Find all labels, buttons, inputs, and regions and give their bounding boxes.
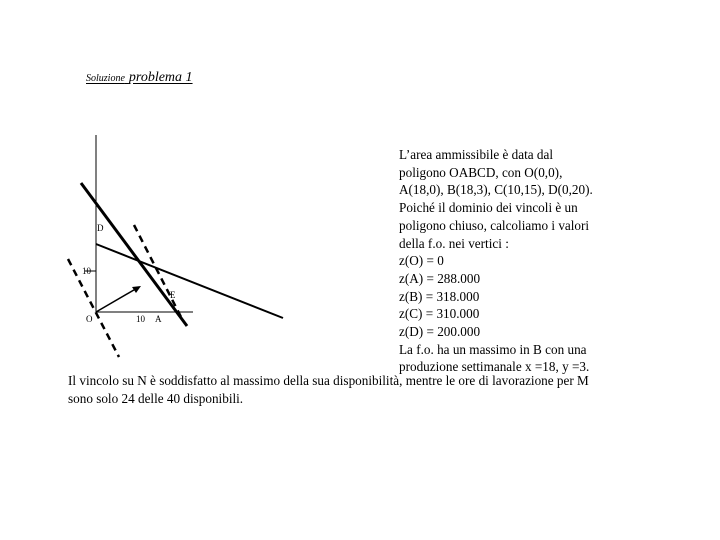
constraint-line-objective <box>96 244 283 318</box>
objective-value-line: z(B) = 318.000 <box>399 288 480 304</box>
gradient-vector <box>96 287 139 312</box>
constraint-note-line: sono solo 24 delle 40 disponibili. <box>68 390 244 406</box>
explanation-line: L’area ammissibile è data dal <box>399 147 554 162</box>
constraint-note <box>68 372 658 407</box>
conclusion-line: produzione settimanale x =18, y =3. <box>399 359 590 375</box>
dashed-line-left <box>68 259 119 357</box>
explanation-line: Poiché il dominio dei vincoli è un <box>399 200 578 216</box>
origin-label-O: O <box>86 314 93 324</box>
vertex-label-D: D <box>97 223 104 233</box>
solution-explanation <box>399 146 659 376</box>
title-problem-word: problema 1 <box>128 70 193 85</box>
constraint-line-thick <box>81 183 187 326</box>
explanation-line: A(18,0), B(18,3), C(10,15), D(0,20). <box>399 182 593 198</box>
title-solution-word: Soluzione <box>86 73 125 84</box>
explanation-line: della f.o. nei vertici : <box>399 235 509 251</box>
objective-value-line: z(O) = 0 <box>399 253 444 269</box>
objective-value-line: z(C) = 310.000 <box>399 306 480 322</box>
objective-value-line: z(D) = 200.000 <box>399 324 481 340</box>
conclusion-line: La f.o. ha un massimo in B con una <box>399 341 587 357</box>
axis-tick-label-y10: 10 <box>82 266 91 276</box>
objective-value-line: z(A) = 288.000 <box>399 270 481 286</box>
dashed-line-right <box>134 225 181 317</box>
point-label-E: E <box>170 290 176 300</box>
explanation-line: poligono chiuso, calcoliamo i valori <box>399 217 590 233</box>
axis-tick-label-x10: 10 <box>136 314 145 324</box>
explanation-line: poligono OABCD, con O(0,0), <box>399 164 563 180</box>
constraint-note-line: Il vincolo su N è soddisfatto al massimo della sua disponibilità, mentre le ore di lavorazione per M <box>68 373 589 388</box>
vertex-label-A: A <box>155 314 162 324</box>
